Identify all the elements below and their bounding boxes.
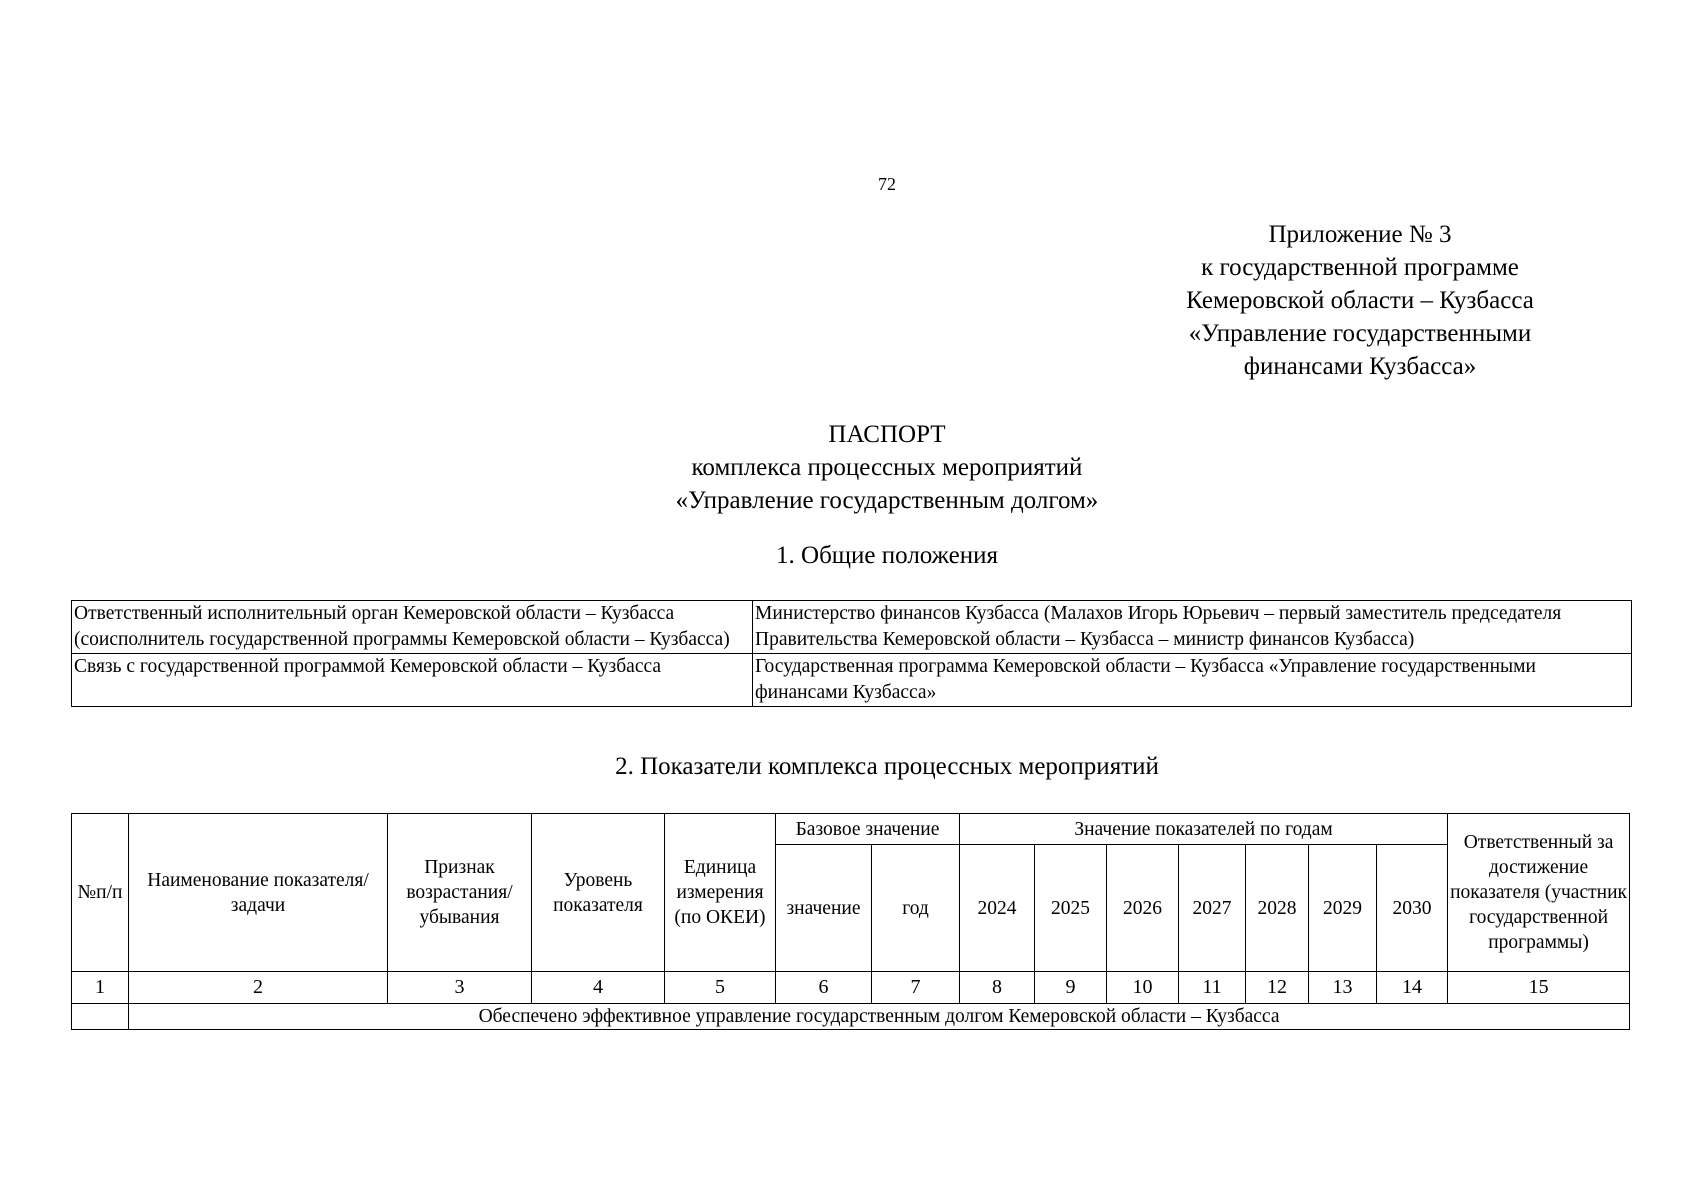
column-number: 12 <box>1246 972 1309 1004</box>
appendix-line: «Управление государственными <box>1188 320 1532 347</box>
appendix-line: к государственной программе <box>1201 254 1519 281</box>
column-number-row <box>72 972 1630 1004</box>
column-number: 2 <box>129 972 388 1004</box>
task-row-num-cell <box>72 1004 129 1030</box>
header-responsible: Ответственный за достижение показателя (участник государственной программы) <box>1448 814 1630 972</box>
column-number: 7 <box>872 972 960 1004</box>
task-row-text: Обеспечено эффективное управление государственным долгом Кемеровской области – Кузбасса <box>129 1004 1630 1030</box>
title-line: комплекса процессных мероприятий <box>691 454 1083 481</box>
column-number: 4 <box>532 972 665 1004</box>
task-row <box>72 1004 1630 1030</box>
document-title <box>0 418 1697 517</box>
header-base-year: год <box>872 845 960 972</box>
header-name: Наименование показателя/задачи <box>129 814 388 972</box>
column-number: 15 <box>1448 972 1630 1004</box>
table-row <box>72 601 1632 654</box>
header-year: 2029 <box>1309 845 1377 972</box>
column-number: 14 <box>1377 972 1448 1004</box>
table-cell-label: Ответственный исполнительный орган Кемеровской области – Кузбасса (соисполнитель государственной программы Кемеровской области – Кузбасса) <box>72 601 753 654</box>
table-row <box>72 654 1632 707</box>
column-number: 8 <box>960 972 1035 1004</box>
table-cell-value: Министерство финансов Кузбасса (Малахов Игорь Юрьевич – первый заместитель председателя Правительства Кемеровской области – Кузбасса – министр финансов Кузбасса) <box>753 601 1632 654</box>
column-number: 6 <box>776 972 872 1004</box>
appendix-block <box>1150 218 1570 383</box>
header-level: Уровень показателя <box>532 814 665 972</box>
page-number: 72 <box>878 174 896 194</box>
header-year: 2028 <box>1246 845 1309 972</box>
header-year: 2027 <box>1179 845 1246 972</box>
column-number: 9 <box>1035 972 1107 1004</box>
header-unit: Единица измерения (по ОКЕИ) <box>665 814 776 972</box>
header-trend: Признак возрастания/ убывания <box>388 814 532 972</box>
header-base: Базовое значение <box>776 814 960 845</box>
column-number: 10 <box>1107 972 1179 1004</box>
column-number: 11 <box>1179 972 1246 1004</box>
column-number: 1 <box>72 972 129 1004</box>
indicators-table <box>71 813 1630 1030</box>
appendix-line: Кемеровской области – Кузбасса <box>1186 287 1534 314</box>
table-cell-value: Государственная программа Кемеровской области – Кузбасса «Управление государственными финансами Кузбасса» <box>753 654 1632 707</box>
header-year: 2025 <box>1035 845 1107 972</box>
header-year: 2030 <box>1377 845 1448 972</box>
table-cell-label: Связь с государственной программой Кемеровской области – Кузбасса <box>72 654 753 707</box>
title-main: ПАСПОРТ <box>828 421 946 448</box>
header-base-value: значение <box>776 845 872 972</box>
column-number: 13 <box>1309 972 1377 1004</box>
section-heading-general: 1. Общие положения <box>776 542 998 569</box>
appendix-line: Приложение № 3 <box>1268 221 1452 248</box>
section-heading-indicators: 2. Показатели комплекса процессных мероприятий <box>615 753 1159 780</box>
column-number: 5 <box>665 972 776 1004</box>
header-num: №п/п <box>72 814 129 972</box>
header-year: 2026 <box>1107 845 1179 972</box>
table-header-row <box>72 814 1630 845</box>
appendix-line: финансами Кузбасса» <box>1243 353 1477 380</box>
general-provisions-table <box>71 600 1632 707</box>
column-number: 3 <box>388 972 532 1004</box>
title-line: «Управление государственным долгом» <box>675 487 1099 514</box>
header-by-years: Значение показателей по годам <box>960 814 1448 845</box>
header-year: 2024 <box>960 845 1035 972</box>
